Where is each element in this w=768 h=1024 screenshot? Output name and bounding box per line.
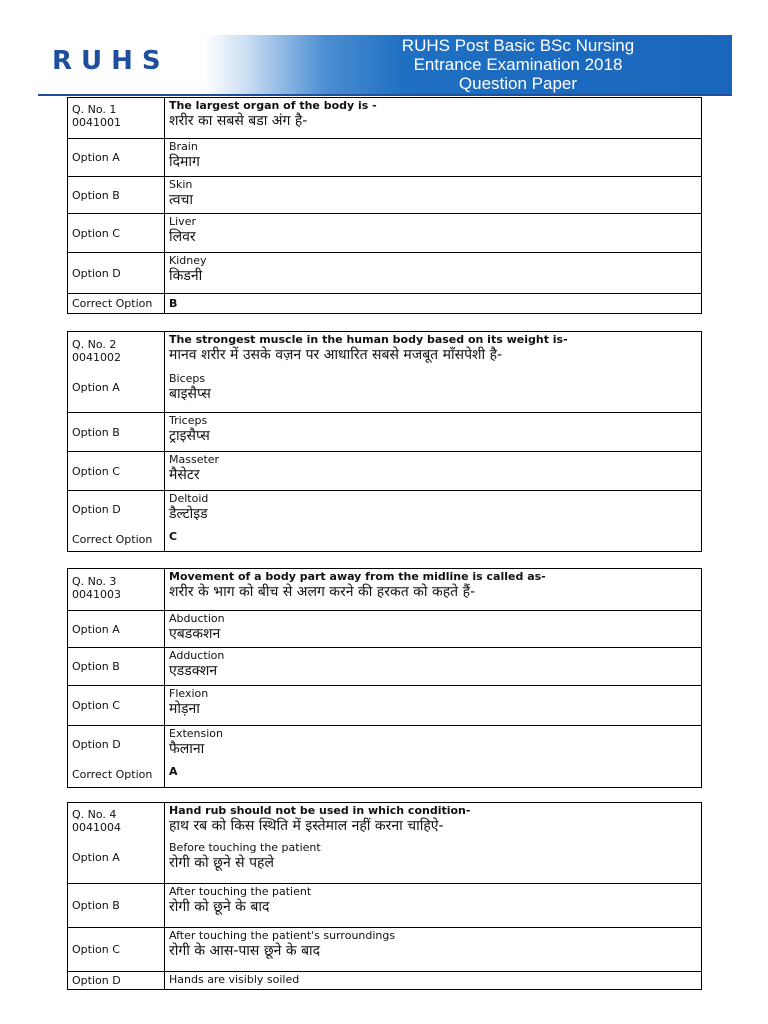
option-row-c [68, 214, 702, 253]
question-number: Q. No. 1 [72, 103, 117, 116]
header-divider [38, 94, 732, 96]
option-a-label: Option A [72, 381, 120, 394]
question-text-en: The strongest muscle in the human body based on its weight is- [169, 333, 568, 346]
question-number: Q. No. 3 [72, 575, 117, 588]
option-b-cell [165, 648, 702, 686]
option-d-hi: किडनी [169, 268, 203, 284]
question-block-1 [67, 97, 702, 314]
option-c-label: Option C [68, 686, 165, 726]
question-text-cell [165, 98, 702, 139]
option-d-hi: डैल्टोइड [169, 506, 208, 522]
option-row-b [68, 177, 702, 214]
question-number-cell [68, 332, 165, 413]
option-d-cell-label [68, 491, 165, 552]
option-c-label: Option C [68, 452, 165, 491]
correct-option-row [68, 294, 702, 314]
option-b-cell [165, 884, 702, 928]
option-b-label: Option B [68, 648, 165, 686]
option-a-cell [165, 611, 702, 648]
option-d-cell [165, 491, 702, 552]
correct-answer: A [169, 765, 178, 778]
question-code: 0041001 [72, 116, 121, 129]
question-number-cell [68, 569, 165, 611]
option-row-c [68, 686, 702, 726]
option-a-en: Brain [169, 140, 198, 153]
option-row-d [68, 253, 702, 294]
option-a-label: Option A [72, 851, 120, 864]
option-d-en: Deltoid [169, 492, 209, 505]
option-d-en: Kidney [169, 254, 207, 267]
question-text-en: The largest organ of the body is - [169, 99, 377, 112]
correct-answer: B [169, 297, 178, 310]
option-a-en: Biceps [169, 372, 206, 385]
question-text-cell [165, 569, 702, 611]
question-block-4 [67, 802, 702, 990]
option-d-en: Extension [169, 727, 224, 740]
option-c-cell [165, 452, 702, 491]
question-number-cell [68, 98, 165, 139]
option-a-en: Abduction [169, 612, 225, 625]
option-d-hi: फैलाना [169, 741, 205, 757]
option-c-cell [165, 214, 702, 253]
option-a-en: Before touching the patient [169, 841, 321, 854]
option-b-label: Option B [68, 884, 165, 928]
option-c-cell [165, 686, 702, 726]
question-code: 0041004 [72, 821, 121, 834]
question-number-cell [68, 803, 165, 884]
option-c-en: Masseter [169, 453, 220, 466]
option-d-label: Option D [68, 253, 165, 294]
option-c-hi: रोगी के आस-पास छूने के बाद [169, 943, 321, 959]
option-b-hi: एडडक्शन [169, 663, 218, 679]
question-code: 0041003 [72, 588, 121, 601]
exam-title-line-1: RUHS Post Basic BSc Nursing [401, 36, 635, 55]
option-a-hi: दिमाग [169, 154, 200, 170]
option-a-hi: रोगी को छूने से पहले [169, 855, 274, 871]
question-text-cell [165, 332, 702, 413]
option-row-c [68, 928, 702, 972]
option-row-d [68, 726, 702, 788]
option-d-cell [165, 726, 702, 788]
question-text-cell [165, 803, 702, 884]
exam-title-line-2: Entrance Examination 2018 [413, 55, 623, 74]
exam-title-line-3: Question Paper [458, 74, 578, 93]
option-b-hi: ट्राइसैप्स [169, 428, 210, 444]
option-d-label: Option D [72, 503, 121, 516]
option-c-en: Liver [169, 215, 196, 228]
option-row-a [68, 611, 702, 648]
question-block-2 [67, 331, 702, 552]
question-row [68, 332, 702, 413]
option-b-hi: त्वचा [169, 192, 194, 208]
option-b-en: Skin [169, 178, 193, 191]
correct-option-value [165, 294, 702, 314]
option-a-hi: बाइसैप्स [169, 386, 211, 402]
correct-option-label: Correct Option [72, 533, 153, 546]
option-a-label: Option A [68, 139, 165, 177]
ruhs-logo: RUHS [52, 46, 170, 76]
option-b-en: After touching the patient [169, 885, 312, 898]
exam-title [258, 36, 768, 93]
question-text-en: Movement of a body part away from the midline is called as- [169, 570, 546, 583]
question-code: 0041002 [72, 351, 121, 364]
question-block-3 [67, 568, 702, 788]
option-b-cell [165, 177, 702, 214]
option-c-en: Flexion [169, 687, 209, 700]
option-d-cell-label [68, 726, 165, 788]
option-row-a [68, 139, 702, 177]
correct-option-label: Correct Option [68, 294, 165, 314]
option-d-label: Option D [72, 738, 121, 751]
option-b-hi: रोगी को छूने के बाद [169, 899, 270, 915]
option-d-cell [165, 972, 702, 990]
option-d-cell [165, 253, 702, 294]
question-number: Q. No. 4 [72, 808, 117, 821]
question-number: Q. No. 2 [72, 338, 117, 351]
option-b-cell [165, 413, 702, 452]
question-row [68, 569, 702, 611]
option-b-label: Option B [68, 413, 165, 452]
page-header [0, 0, 768, 96]
correct-option-label: Correct Option [72, 768, 153, 781]
option-c-hi: लिवर [169, 229, 196, 245]
option-b-en: Adduction [169, 649, 225, 662]
option-row-c [68, 452, 702, 491]
question-text-hi: शरीर का सबसे बडा अंग है- [169, 113, 308, 129]
option-c-hi: मैसेटर [169, 467, 200, 483]
option-c-cell [165, 928, 702, 972]
option-c-label: Option C [68, 928, 165, 972]
option-c-label: Option C [68, 214, 165, 253]
question-text-hi: शरीर के भाग को बीच से अलग करने की हरकत को कहते हैं- [169, 584, 476, 600]
option-row-b [68, 884, 702, 928]
option-row-d [68, 491, 702, 552]
option-b-en: Triceps [169, 414, 208, 427]
question-text-en: Hand rub should not be used in which condition- [169, 804, 471, 817]
question-text-hi: हाथ रब को किस स्थिति में इस्तेमाल नहीं करना चाहिऐ- [169, 818, 444, 834]
option-c-hi: मोड़ना [169, 701, 200, 717]
question-row [68, 98, 702, 139]
option-a-cell [165, 139, 702, 177]
option-d-label: Option D [68, 972, 165, 990]
option-row-b [68, 648, 702, 686]
option-d-en: Hands are visibly soiled [169, 973, 300, 986]
question-text-hi: मानव शरीर में उसके वज़न पर आधारित सबसे मजबूत माँसपेशी है- [169, 347, 503, 363]
correct-answer: C [169, 530, 178, 543]
option-a-hi: एबडकशन [169, 626, 221, 642]
option-a-label: Option A [68, 611, 165, 648]
option-row-d [68, 972, 702, 990]
option-b-label: Option B [68, 177, 165, 214]
option-row-b [68, 413, 702, 452]
question-row [68, 803, 702, 884]
option-c-en: After touching the patient's surroundings [169, 929, 396, 942]
